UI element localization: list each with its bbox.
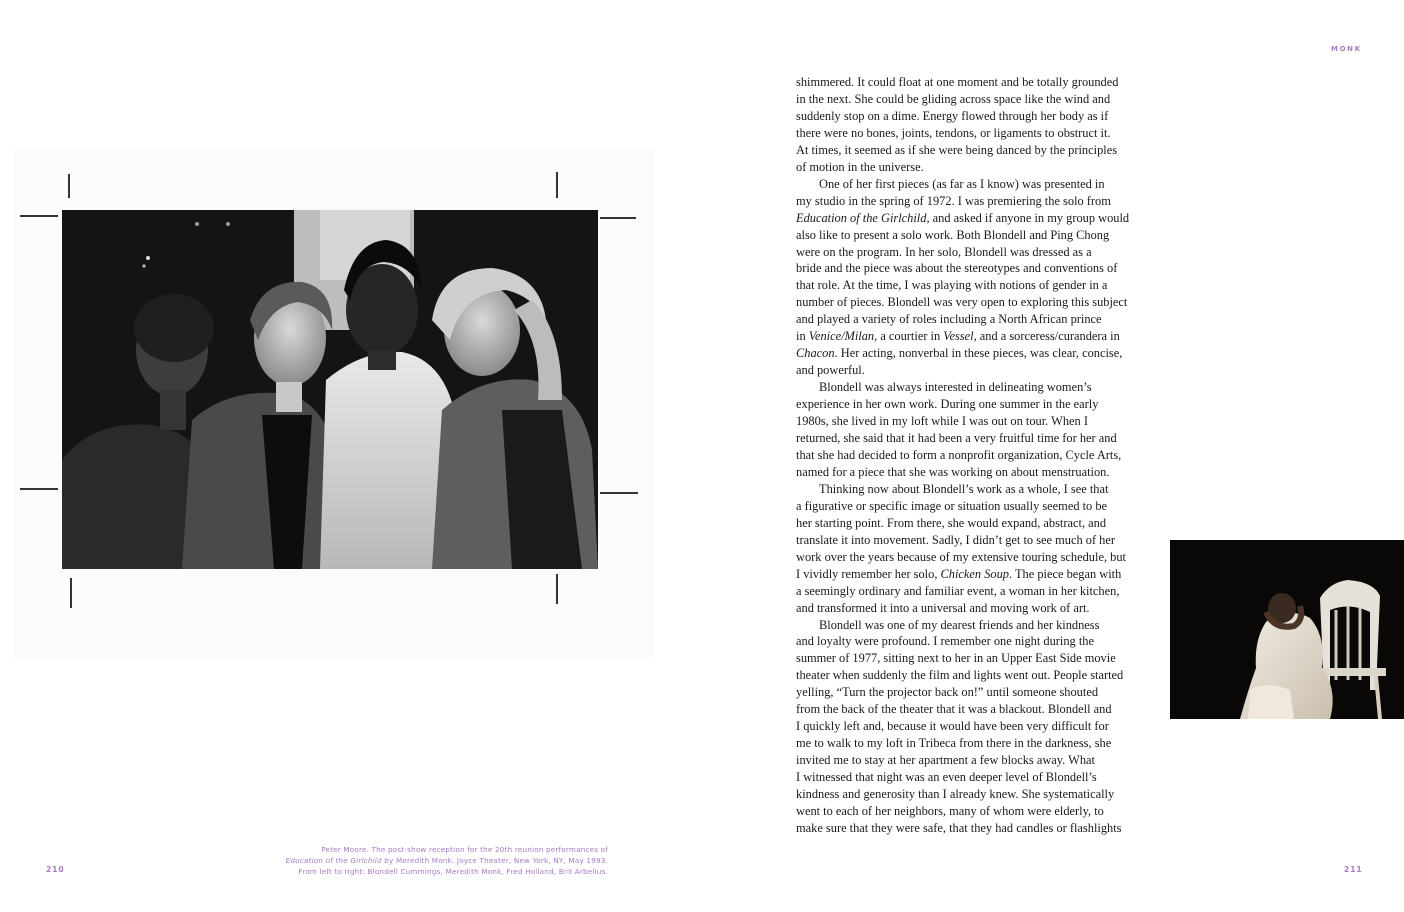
text-line <box>796 328 1156 345</box>
text-run: Thinking now about Blondell’s work as a whole, I see that <box>819 481 1109 496</box>
text-run: were on the program. In her solo, Blondell was dressed as a <box>796 244 1092 259</box>
text-run: her starting point. From there, she would expand, abstract, and <box>796 515 1107 530</box>
italic-title: Chacon <box>796 346 835 361</box>
text-run: suddenly stop on a dime. Energy flowed through her body as if <box>796 108 1109 123</box>
text-line <box>796 193 1156 210</box>
italic-title: Venice/Milan <box>808 329 875 344</box>
text-run: At times, it seemed as if she were being danced by the principles <box>796 142 1118 157</box>
text-line <box>796 379 1156 396</box>
text-run: , a courtier in <box>874 329 944 344</box>
text-line <box>796 803 1156 820</box>
body-paragraph <box>796 481 1156 617</box>
text-run: work over the years because of my extensive touring schedule, but <box>796 549 1126 564</box>
body-paragraph <box>796 379 1156 481</box>
text-run: a seemingly ordinary and familiar event, a woman in her kitchen, <box>796 583 1120 598</box>
text-run: invited me to stay at her apartment a few blocks away. What <box>796 753 1095 768</box>
text-run: summer of 1977, sitting next to her in an Upper East Side movie <box>796 651 1116 666</box>
text-line <box>796 617 1156 634</box>
photo-illustration <box>62 210 598 569</box>
text-line <box>796 227 1156 244</box>
text-line <box>796 549 1156 566</box>
text-run: experience in her own work. During one summer in the early <box>796 397 1099 412</box>
text-line <box>796 701 1156 718</box>
text-line <box>796 294 1156 311</box>
text-line <box>796 786 1156 803</box>
crop-mark <box>556 172 558 198</box>
text-line <box>796 447 1156 464</box>
text-run: One of her first pieces (as far as I know) was presented in <box>819 176 1105 191</box>
text-run: from the back of the theater that it was a blackout. Blondell and <box>796 702 1112 717</box>
text-run: . The piece began with <box>1009 566 1122 581</box>
text-line <box>796 311 1156 328</box>
text-run: me to walk to my loft in Tribeca from there in the darkness, she <box>796 736 1112 751</box>
text-run: in <box>796 329 809 344</box>
still-illustration <box>1170 540 1404 719</box>
page-number-left: 210 <box>46 865 65 874</box>
text-line <box>796 667 1156 684</box>
body-text <box>796 74 1156 837</box>
text-line <box>796 362 1156 379</box>
text-run: 1980s, she lived in my loft while I was out on tour. When I <box>796 414 1088 429</box>
text-run: bride and the piece was about the stereotypes and conventions of <box>796 261 1118 276</box>
text-line <box>796 413 1156 430</box>
text-run: my studio in the spring of 1972. I was premiering the solo from <box>796 193 1111 208</box>
text-line <box>796 277 1156 294</box>
text-run: number of pieces. Blondell was very open to exploring this subject <box>796 295 1128 310</box>
text-line <box>796 244 1156 261</box>
text-run: and loyalty were profound. I remember one night during the <box>796 634 1094 649</box>
text-line <box>796 430 1156 447</box>
caption-line <box>188 855 608 866</box>
text-run: and transformed it into a universal and moving work of art. <box>796 600 1090 615</box>
text-run: returned, she said that it had been a very fruitful time for her and <box>796 431 1117 446</box>
text-line <box>796 464 1156 481</box>
text-line <box>796 735 1156 752</box>
body-paragraph <box>796 74 1156 176</box>
caption-text: by Meredith Monk. Joyce Theater, New York, NY, May 1993. <box>381 856 608 865</box>
text-line <box>796 532 1156 549</box>
text-line <box>796 752 1156 769</box>
text-line <box>796 498 1156 515</box>
crop-mark <box>68 174 70 198</box>
text-line <box>796 650 1156 667</box>
page-number-right: 211 <box>1344 865 1363 874</box>
text-line <box>796 481 1156 498</box>
text-run: of motion in the universe. <box>796 159 924 174</box>
text-line <box>796 718 1156 735</box>
text-line <box>796 566 1156 583</box>
text-run: that she had decided to form a nonprofit organization, Cycle Arts, <box>796 447 1122 462</box>
italic-title: Chicken Soup <box>940 566 1010 581</box>
text-run: Blondell was always interested in delineating women’s <box>819 380 1092 395</box>
text-line <box>796 600 1156 617</box>
text-run: and powerful. <box>796 363 865 378</box>
crop-mark <box>70 578 72 608</box>
text-run: I quickly left and, because it would have been very difficult for <box>796 719 1109 734</box>
text-run: named for a piece that she was working on about menstruation. <box>796 464 1110 479</box>
text-line <box>796 769 1156 786</box>
crop-mark <box>600 217 636 219</box>
text-line <box>796 583 1156 600</box>
text-run: I witnessed that night was an even deeper level of Blondell’s <box>796 770 1097 785</box>
text-run: translate it into movement. Sadly, I didn’t get to see much of her <box>796 532 1115 547</box>
crop-mark <box>20 215 58 217</box>
text-run: , and asked if anyone in my group would <box>926 210 1130 225</box>
body-paragraph <box>796 176 1156 379</box>
text-run: I vividly remember her solo, <box>796 566 941 581</box>
text-run: and played a variety of roles including a North African prince <box>796 312 1102 327</box>
text-line <box>796 260 1156 277</box>
text-run: Blondell was one of my dearest friends and her kindness <box>819 617 1100 632</box>
text-run: also like to present a solo work. Both Blondell and Ping Chong <box>796 227 1110 242</box>
running-head: MONK <box>1331 45 1362 53</box>
text-line <box>796 125 1156 142</box>
reunion-reception-photo <box>62 210 598 569</box>
caption-line: From left to right: Blondell Cummings, Meredith Monk, Fred Holland, Brit Arbelius. <box>298 867 608 876</box>
italic-title: Vessel <box>943 329 974 344</box>
text-run: a figurative or specific image or situation usually seemed to be <box>796 498 1108 513</box>
text-run: that role. At the time, I was playing with notions of gender in a <box>796 278 1108 293</box>
text-run: . Her acting, nonverbal in these pieces, was clear, concise, <box>834 346 1123 361</box>
performance-still-photo <box>1170 540 1404 719</box>
text-line <box>796 515 1156 532</box>
text-run: theater when suddenly the film and lights went out. People started <box>796 668 1124 683</box>
text-line <box>796 820 1156 837</box>
crop-mark <box>556 574 558 604</box>
text-run: , and a sorceress/curandera in <box>973 329 1120 344</box>
text-line <box>796 159 1156 176</box>
text-line <box>796 176 1156 193</box>
text-line <box>796 684 1156 701</box>
text-line <box>796 74 1156 91</box>
crop-mark <box>20 488 58 490</box>
crop-mark <box>600 492 638 494</box>
text-line <box>796 210 1156 227</box>
text-run: make sure that they were safe, that they had candles or flashlights <box>796 820 1122 835</box>
text-line <box>796 142 1156 159</box>
caption-line: Peter Moore. The post-show reception for the 20th reunion performances of <box>321 845 608 854</box>
text-run: yelling, “Turn the projector back on!” until someone shouted <box>796 685 1099 700</box>
text-run: kindness and generosity than I already knew. She systematically <box>796 787 1115 802</box>
photo-caption <box>188 844 608 877</box>
text-run: there were no bones, joints, tendons, or ligaments to obstruct it. <box>796 125 1111 140</box>
body-paragraph <box>796 617 1156 837</box>
text-line <box>796 396 1156 413</box>
caption-title: Education of the Girlchild <box>285 856 382 865</box>
text-line <box>796 91 1156 108</box>
text-run: in the next. She could be gliding across space like the wind and <box>796 91 1111 106</box>
italic-title: Education of the Girlchild <box>796 210 927 225</box>
text-line <box>796 633 1156 650</box>
text-run: went to each of her neighbors, many of whom were elderly, to <box>796 803 1104 818</box>
text-line <box>796 108 1156 125</box>
text-run: shimmered. It could float at one moment and be totally grounded <box>796 75 1119 89</box>
text-line <box>796 345 1156 362</box>
